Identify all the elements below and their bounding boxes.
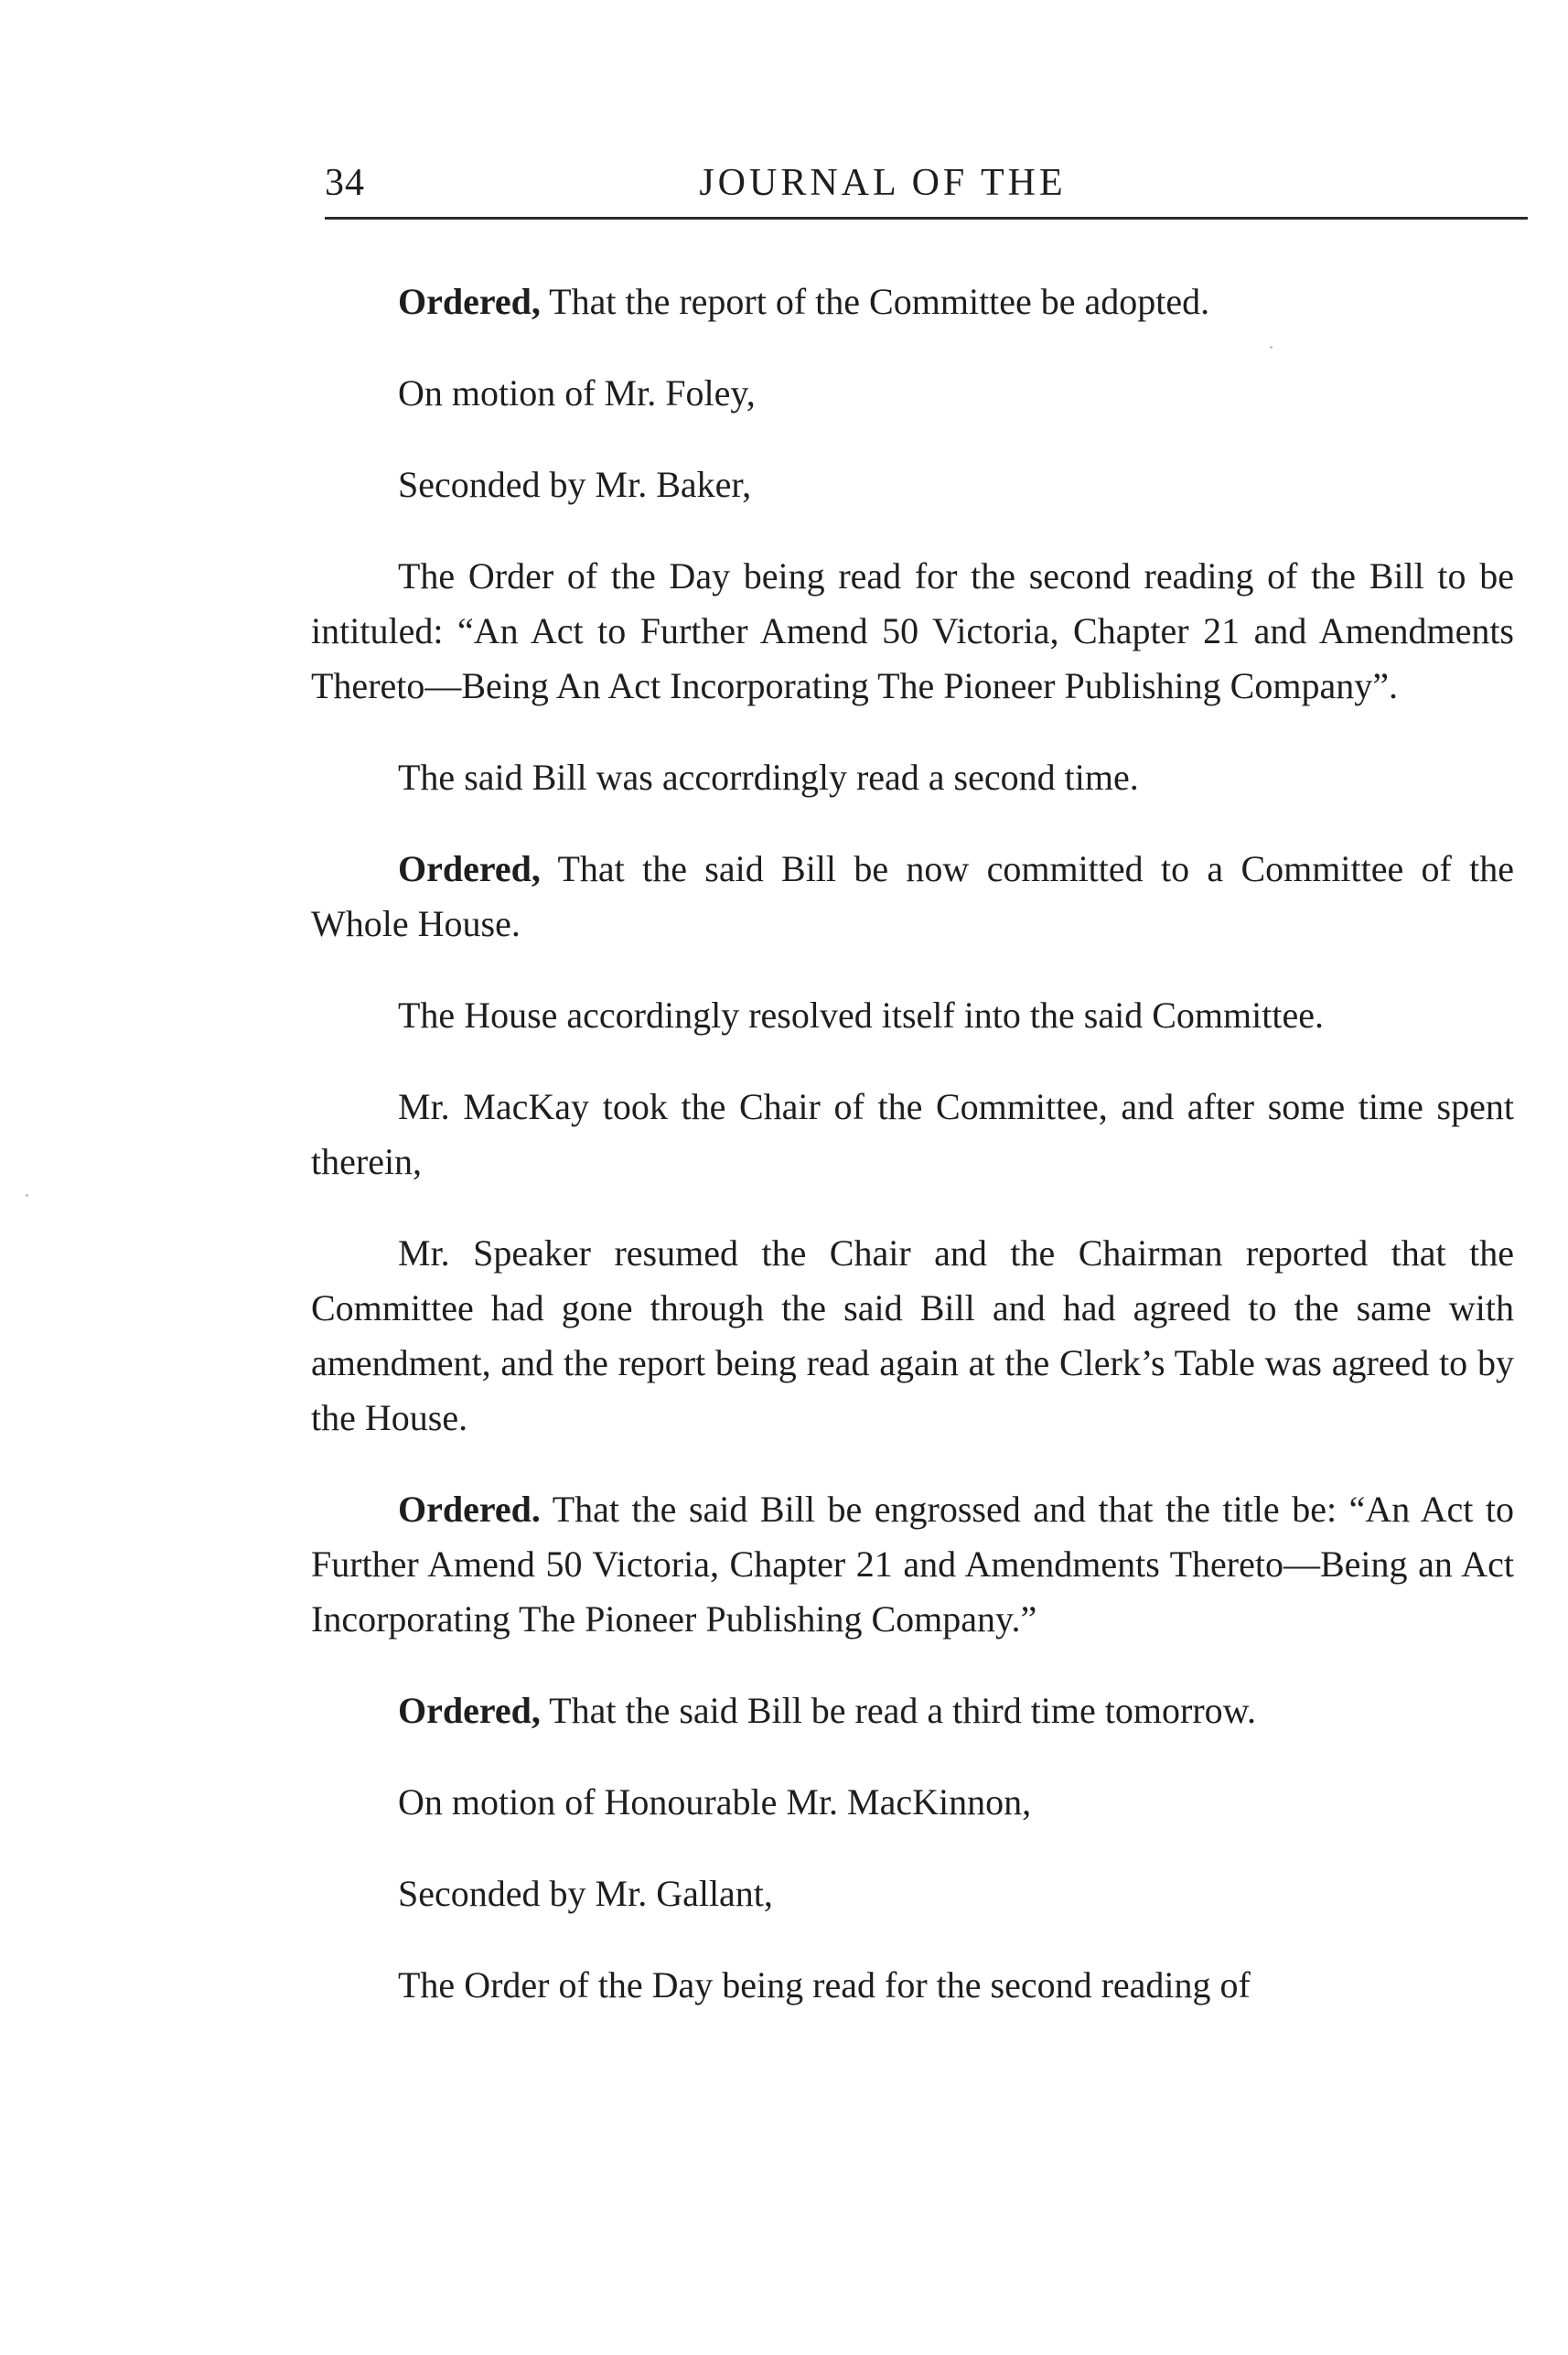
page-header xyxy=(325,161,1528,216)
paragraph-seconded-gallant xyxy=(311,1866,1514,1921)
scan-speck xyxy=(1270,346,1273,349)
paragraph-mackay-chair xyxy=(311,1080,1514,1189)
paragraph-motion-mackinnon xyxy=(311,1775,1514,1830)
paragraph-text: That the said Bill be engrossed and that the title be: “An Act to Further Amend 50 Victoria, Chapter 21 and Amendments Thereto—Being an Act Incorporating The Pioneer Publishing Company.” xyxy=(311,1489,1514,1640)
paragraph-ordered-report-adopted xyxy=(311,274,1514,329)
paragraph-ordered-third-reading xyxy=(311,1683,1514,1738)
paragraph-house-resolved xyxy=(311,988,1514,1043)
paragraph-seconded-baker xyxy=(311,457,1514,512)
header-rule xyxy=(325,217,1528,220)
paragraph-text: That the said Bill be now committed to a Committee of the Whole House. xyxy=(311,848,1514,944)
paragraph-text: That the said Bill be read a third time tomorrow. xyxy=(540,1690,1256,1731)
paragraph-second-reading xyxy=(311,750,1514,805)
paragraph-text: Seconded by Mr. Baker, xyxy=(398,464,752,505)
journal-body xyxy=(311,274,1514,2049)
paragraph-text: The Order of the Day being read for the second reading of the Bill to be intituled: “An Act to Further Amend 50 Victoria, Chapter 21 and Amendments Thereto—Being An Act Incorporating The Pioneer Publishing Company”. xyxy=(311,555,1514,706)
paragraph-text: The House accordingly resolved itself into the said Committee. xyxy=(398,995,1324,1036)
paragraph-text: Mr. Speaker resumed the Chair and the Chairman reported that the Committee had gone through the said Bill and had agreed to the same with amendment, and the report being read again at the Clerk’s Table was agreed to by the House. xyxy=(311,1232,1514,1438)
page-number: 34 xyxy=(325,162,365,204)
paragraph-ordered-engrossed xyxy=(311,1482,1514,1647)
paragraph-text: That the report of the Committee be adopted. xyxy=(540,281,1210,322)
ordered-lead: Ordered. xyxy=(398,1489,541,1530)
paragraph-text: Seconded by Mr. Gallant, xyxy=(398,1873,773,1914)
paragraph-text: The said Bill was accorrdingly read a second time. xyxy=(398,757,1139,798)
paragraph-text: Mr. MacKay took the Chair of the Committee, and after some time spent therein, xyxy=(311,1086,1514,1182)
paragraph-order-of-day-continued xyxy=(311,1958,1514,2013)
paragraph-text: On motion of Mr. Foley, xyxy=(398,372,756,414)
ordered-lead: Ordered, xyxy=(398,281,541,322)
ordered-lead: Ordered, xyxy=(398,1690,541,1731)
running-head: JOURNAL OF THE xyxy=(699,162,1067,204)
paragraph-order-of-day-pioneer-bill xyxy=(311,549,1514,714)
paragraph-motion-foley xyxy=(311,366,1514,421)
paragraph-speaker-resumed xyxy=(311,1226,1514,1446)
ordered-lead: Ordered, xyxy=(398,848,541,889)
scan-speck xyxy=(26,1194,28,1197)
paragraph-text: The Order of the Day being read for the second reading of xyxy=(398,1964,1251,2006)
paragraph-ordered-committed xyxy=(311,842,1514,952)
paragraph-text: On motion of Honourable Mr. MacKinnon, xyxy=(398,1781,1032,1823)
